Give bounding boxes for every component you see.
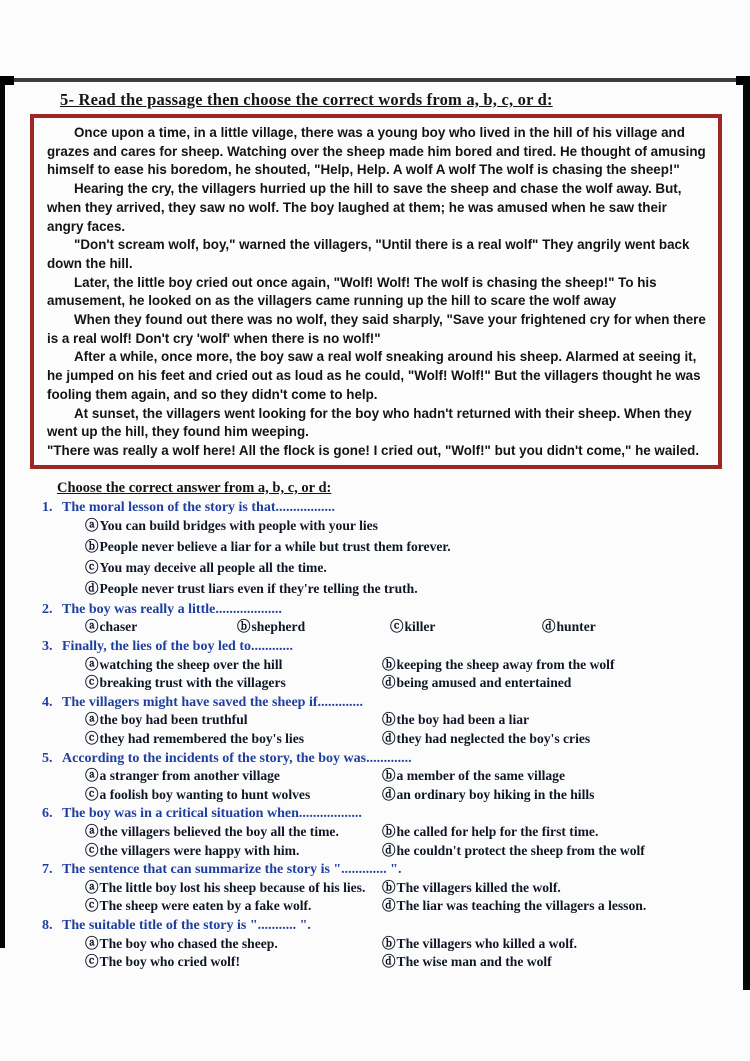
answer-option[interactable] (85, 897, 382, 916)
question (30, 805, 730, 860)
option-text: People never trust liars even if they're telling the truth. (99, 580, 418, 596)
option-text: keeping the sheep away from the wolf (396, 656, 615, 672)
option-letter-icon: ⓑ (382, 656, 396, 673)
question-number: 2. (42, 601, 53, 617)
option-letter-icon: ⓒ (85, 560, 99, 577)
passage-paragraph: When they found out there was no wolf, they said sharply, "Save your frightened cry for when there is a real wolf! Don't cry 'wolf' when there is no wolf!" (47, 312, 706, 346)
answer-option[interactable] (382, 786, 730, 805)
passage-paragraph: Later, the little boy cried out once again, "Wolf! Wolf! The wolf is chasing the sheep!" To his amusement, he looked on as the villagers came running up the hill to scare the wolf away (47, 274, 657, 309)
answer-option[interactable] (85, 618, 237, 637)
option-letter-icon: ⓓ (382, 731, 396, 748)
option-letter-icon: ⓑ (382, 879, 396, 896)
option-letter-icon: ⓐ (85, 768, 99, 785)
question-text: The suitable title of the story is "........... ". (62, 917, 311, 933)
question (30, 638, 730, 693)
option-text: the villagers believed the boy all the time. (99, 824, 339, 839)
option-text: a member of the same village (396, 768, 565, 784)
answer-option[interactable] (382, 897, 730, 916)
answer-option[interactable] (382, 823, 730, 842)
option-text: the boy had been a liar (396, 712, 530, 728)
question-options (85, 618, 730, 637)
option-letter-icon: ⓑ (382, 712, 396, 729)
option-letter-icon: ⓐ (85, 824, 99, 840)
option-letter-icon: ⓐ (85, 935, 99, 952)
option-text: watching the sheep over the hill (99, 656, 283, 672)
option-text: hunter (556, 619, 596, 635)
question-number: 8. (42, 917, 53, 933)
passage-box (30, 114, 722, 469)
option-letter-icon: ⓒ (85, 954, 99, 971)
option-text: the villagers were happy with him. (99, 842, 300, 858)
passage-paragraph: Once upon a time, in a little village, there was a young boy who lived in the hill of his village and grazes and cares for sheep. Watching over the sheep made him bored and tired. He thought of amusing himself to ease his boredom, he shouted, "Help, Help. A wolf A wolf The wolf is chasing the sheep!" (47, 125, 706, 178)
scan-edge-right-bar (743, 80, 750, 990)
answer-option[interactable] (85, 767, 382, 786)
option-letter-icon: ⓓ (382, 675, 396, 692)
section-heading: 5- Read the passage then choose the correct words from a, b, c, or d: (60, 90, 553, 109)
answer-option[interactable] (382, 656, 730, 675)
option-text: You may deceive all people all the time. (99, 560, 327, 576)
option-letter-icon: ⓒ (85, 675, 99, 692)
option-text: People never believe a liar for a while but trust them forever. (99, 539, 451, 555)
question (30, 499, 730, 600)
answer-option[interactable] (382, 767, 730, 786)
question-title (30, 917, 730, 935)
option-letter-icon: ⓒ (85, 898, 99, 915)
question-options (85, 823, 730, 860)
questions-list (30, 499, 730, 972)
option-letter-icon: ⓑ (85, 539, 99, 556)
option-text: You can build bridges with people with your lies (99, 518, 378, 534)
option-text: The liar was teaching the villagers a lesson. (396, 898, 647, 914)
answer-option[interactable] (85, 879, 382, 898)
option-text: The wise man and the wolf (396, 954, 552, 970)
option-text: he called for help for the first time. (396, 824, 599, 839)
question-number: 7. (42, 862, 53, 878)
option-letter-icon: ⓐ (85, 619, 99, 636)
answer-option[interactable] (85, 537, 730, 558)
answer-option[interactable] (85, 579, 730, 600)
scan-edge-top-line (0, 78, 750, 82)
option-text: shepherd (251, 619, 306, 635)
question-title (30, 861, 730, 879)
question-title (30, 499, 730, 517)
option-text: they had neglected the boy's cries (396, 731, 591, 747)
choose-instruction: Choose the correct answer from a, b, c, or d: (57, 479, 332, 496)
option-letter-icon: ⓑ (382, 824, 396, 840)
option-letter-icon: ⓒ (390, 619, 404, 636)
passage-paragraph: Hearing the cry, the villagers hurried up the hill to save the sheep and chase the wolf away. But, when they arrived, they saw no wolf. The boy laughed at them; he was amused when he saw their angry faces. (47, 181, 682, 234)
option-letter-icon: ⓐ (85, 712, 99, 729)
answer-option[interactable] (382, 730, 730, 749)
answer-option[interactable] (85, 823, 382, 842)
option-text: breaking trust with the villagers (99, 675, 286, 691)
option-letter-icon: ⓓ (542, 619, 556, 636)
option-text: The boy who cried wolf! (99, 954, 240, 970)
question-number: 6. (42, 806, 53, 822)
question-number: 5. (42, 750, 53, 766)
option-text: he couldn't protect the sheep from the wolf (396, 842, 645, 858)
option-text: The sheep were eaten by a fake wolf. (99, 898, 312, 914)
option-letter-icon: ⓑ (382, 768, 396, 785)
passage-paragraph: At sunset, the villagers went looking for the boy who hadn't returned with their sheep. When they went up the hill, they found him weeping. (47, 405, 692, 440)
answer-option[interactable] (382, 842, 730, 861)
question (30, 917, 730, 972)
question-title (30, 638, 730, 656)
option-text: an ordinary boy hiking in the hills (396, 786, 595, 802)
question (30, 601, 730, 637)
question-text: The sentence that can summarize the story is "............. ". (62, 862, 402, 878)
answer-option[interactable] (382, 674, 730, 693)
answer-option[interactable] (85, 953, 382, 972)
option-text: being amused and entertained (396, 675, 572, 691)
question-options (85, 935, 730, 972)
question-title (30, 601, 730, 619)
answer-option[interactable] (390, 618, 542, 637)
question-options (85, 711, 730, 748)
answer-option[interactable] (237, 618, 390, 637)
question-title (30, 750, 730, 768)
answer-option[interactable] (85, 842, 382, 861)
option-letter-icon: ⓐ (85, 518, 99, 535)
option-letter-icon: ⓒ (85, 731, 99, 748)
option-letter-icon: ⓑ (382, 935, 396, 952)
option-letter-icon: ⓐ (85, 656, 99, 673)
answer-option[interactable] (85, 656, 382, 675)
scan-edge-left-bar (0, 82, 5, 948)
passage-paragraph: After a while, once more, the boy saw a real wolf sneaking around his sheep. Alarmed at seeing it, he jumped on his feet and cried out as loud as he could, "Wolf! Wolf!" But the villagers thought he was fooling them again, and so they didn't come to help. (47, 349, 701, 402)
question-title (30, 805, 730, 823)
question (30, 861, 730, 916)
answer-option[interactable] (85, 935, 382, 954)
option-text: The villagers who killed a wolf. (396, 935, 578, 951)
option-letter-icon: ⓓ (382, 898, 396, 915)
option-letter-icon: ⓓ (85, 580, 99, 597)
question-text: The boy was really a little................... (62, 601, 282, 617)
option-text: the boy had been truthful (99, 712, 248, 728)
option-text: The villagers killed the wolf. (396, 879, 561, 895)
question-options (85, 516, 730, 600)
option-letter-icon: ⓓ (382, 842, 396, 859)
option-letter-icon: ⓒ (85, 842, 99, 859)
answer-option[interactable] (382, 711, 730, 730)
answer-option[interactable] (382, 935, 730, 954)
option-text: The little boy lost his sheep because of his lies. (99, 879, 366, 895)
question-text: The villagers might have saved the sheep if............. (62, 694, 363, 710)
answer-option[interactable] (382, 953, 730, 972)
question-title (30, 694, 730, 712)
passage-paragraph: "Don't scream wolf, boy," warned the villagers, "Until there is a real wolf" They angrily went back down the hill. (47, 237, 690, 271)
option-text: chaser (99, 619, 138, 635)
option-text: The boy who chased the sheep. (99, 935, 278, 951)
question-text: Finally, the lies of the boy led to............ (62, 639, 293, 655)
answer-option[interactable] (85, 674, 382, 693)
option-letter-icon: ⓒ (85, 786, 99, 803)
answer-option[interactable] (85, 558, 730, 579)
answer-option[interactable] (85, 516, 730, 537)
answer-option[interactable] (85, 730, 382, 749)
question-options (85, 767, 730, 804)
answer-option[interactable] (85, 711, 382, 730)
question-options (85, 879, 730, 916)
question-options (85, 656, 730, 693)
option-text: killer (404, 619, 436, 635)
question (30, 750, 730, 805)
answer-option[interactable] (542, 618, 730, 637)
question (30, 694, 730, 749)
option-text: a stranger from another village (99, 768, 280, 784)
answer-option[interactable] (85, 786, 382, 805)
option-letter-icon: ⓓ (382, 954, 396, 971)
answer-option[interactable] (382, 879, 730, 898)
question-text: The moral lesson of the story is that................. (62, 499, 335, 515)
option-letter-icon: ⓓ (382, 786, 396, 803)
question-number: 3. (42, 639, 53, 655)
option-letter-icon: ⓑ (237, 619, 251, 636)
question-number: 4. (42, 694, 53, 710)
question-number: 1. (42, 499, 53, 515)
option-text: a foolish boy wanting to hunt wolves (99, 786, 311, 802)
option-text: they had remembered the boy's lies (99, 731, 305, 747)
question-text: The boy was in a critical situation when.................. (62, 806, 362, 822)
passage-paragraph: "There was really a wolf here! All the flock is gone! I cried out, "Wolf!" but you didn't come," he wailed. (47, 442, 700, 458)
option-letter-icon: ⓐ (85, 879, 99, 896)
question-text: According to the incidents of the story, the boy was............. (62, 750, 412, 766)
